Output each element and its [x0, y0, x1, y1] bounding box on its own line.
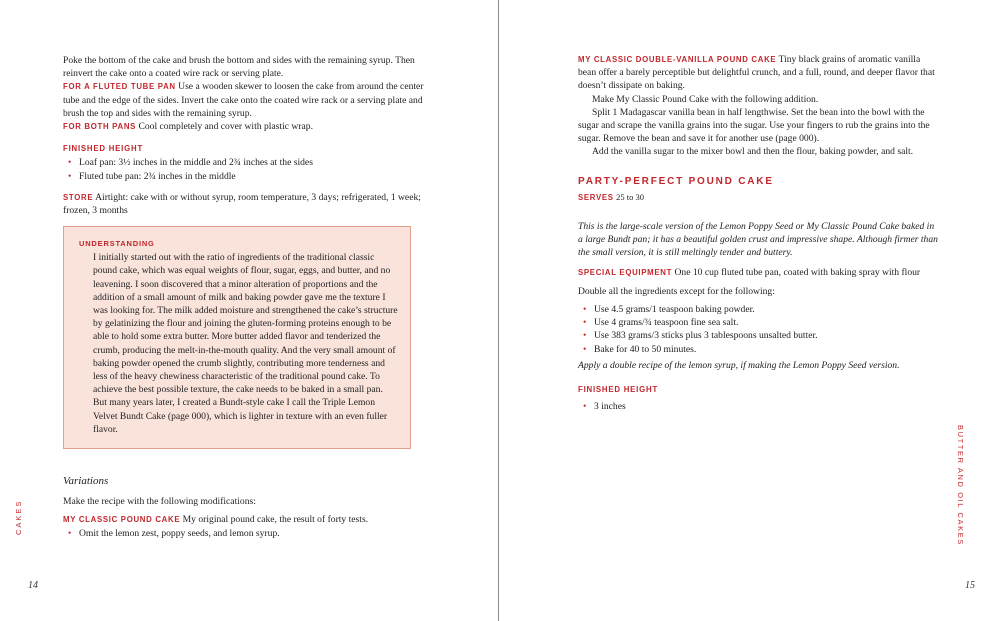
right-content — [578, 53, 938, 413]
fluted-pan-paragraph — [63, 80, 431, 120]
list-item: • Use 4 grams/¾ teaspoon fine sea salt. — [578, 316, 938, 329]
classic-pound-cake-paragraph — [63, 513, 431, 526]
both-pans-text: Cool completely and cover with plastic wrap. — [138, 121, 313, 133]
double-ingredients-list — [578, 303, 938, 356]
list-item: • Omit the lemon zest, poppy seeds, and lemon syrup. — [63, 527, 431, 540]
party-perfect-title: PARTY-PERFECT POUND CAKE — [578, 175, 774, 187]
fluted-pan-label: FOR A FLUTED TUBE PAN — [63, 82, 176, 92]
serves-value: 25 to 30 — [616, 191, 644, 202]
variations-title: Variations — [63, 475, 109, 487]
serves-line — [578, 191, 938, 204]
store-label: STORE — [63, 192, 94, 202]
variations-intro: Make the recipe with the following modifications: — [63, 496, 256, 508]
special-equipment-paragraph — [578, 266, 938, 279]
side-label-cakes: CAKES — [14, 499, 23, 535]
both-pans-label: FOR BOTH PANS — [63, 122, 137, 132]
left-page — [0, 0, 498, 621]
page-number-right: 15 — [965, 580, 975, 591]
classic-pound-cake-label: MY CLASSIC POUND CAKE — [63, 515, 181, 525]
double-vanilla-step-2: Split 1 Madagascar vanilla bean in half lengthwise. Set the bean into the bowl with the sugar and scrape the vanilla grains into the sugar. Use your fingers to rub the grains into the sugar. Remove the bean and save it for another use (page 000). — [578, 106, 930, 145]
page-number-left: 14 — [28, 580, 38, 591]
left-top-section — [63, 54, 431, 217]
list-item: • Use 4.5 grams/1 teaspoon baking powder. — [578, 303, 938, 316]
list-item: • 3 inches — [578, 400, 938, 413]
classic-pound-cake-list — [63, 527, 431, 540]
classic-pound-cake-text: My original pound cake, the result of forty tests. — [182, 514, 369, 526]
right-page — [502, 0, 1000, 621]
side-label-butter-and-oil-cakes: BUTTER AND OIL CAKES — [956, 425, 965, 546]
understanding-box — [63, 226, 411, 449]
finished-height-list — [63, 156, 431, 182]
finished-height-list-right — [578, 400, 938, 413]
party-intro: This is the large-scale version of the Lemon Poppy Seed or My Classic Pound Cake baked in a large Bundt pan; it has a beautiful golden crust and impressive shape. Although firmer than the small version, it is still meltingly tender and buttery. — [578, 221, 938, 259]
finished-height-heading-right: FINISHED HEIGHT — [578, 385, 659, 395]
list-item: • Use 383 grams/3 sticks plus 3 tablespoons unsalted butter. — [578, 329, 938, 342]
lemon-syrup-note: Apply a double recipe of the lemon syrup, if making the Lemon Poppy Seed version. — [578, 359, 900, 371]
special-equipment-text: One 10 cup fluted tube pan, coated with baking spray with flour — [674, 266, 921, 278]
both-pans-paragraph — [63, 120, 431, 133]
store-text: Airtight: cake with or without syrup, room temperature, 3 days; refrigerated, 1 week; frozen, 3 months — [63, 191, 421, 217]
understanding-heading: UNDERSTANDING — [79, 239, 155, 248]
list-item: • Bake for 40 to 50 minutes. — [578, 343, 938, 356]
fluted-pan-text: Use a wooden skewer to loosen the cake from around the center tube and the edge of the sides. Invert the cake onto the coated wire rack or a serving plate and brush the top and sides with the remaining syrup. — [63, 81, 424, 119]
double-vanilla-label: MY CLASSIC DOUBLE-VANILLA POUND CAKE — [578, 55, 777, 64]
double-vanilla-paragraph — [578, 53, 938, 93]
finished-height-heading: FINISHED HEIGHT — [63, 144, 144, 154]
serves-label: SERVES — [578, 192, 614, 202]
double-vanilla-step-1: Make My Classic Pound Cake with the following addition. — [592, 93, 819, 105]
special-equipment-label: SPECIAL EQUIPMENT — [578, 267, 673, 277]
variations-section — [63, 475, 431, 540]
cooling-paragraph: Poke the bottom of the cake and brush the bottom and sides with the remaining syrup. Then reinvert the cake onto a coated wire rack or serving plate. — [63, 55, 415, 80]
double-vanilla-step-3: Add the vanilla sugar to the mixer bowl and then the flour, baking powder, and salt. — [592, 146, 914, 158]
double-vanilla-text: Tiny black grains of aromatic vanilla bean offer a barely perceptible but delightful crunch, and a full, round, and deeper flavor that doesn’t dissipate on baking. — [578, 54, 935, 92]
understanding-text: I initially started out with the ratio of ingredients of the traditional classic pound cake, which was equal weights of flour, sugar, eggs, and butter, and no leavening. I soon discovered that a minor alteration of proportions and the addition of a small amount of milk and baking powder gave me the texture I was looking for. The milk added moisture and strengthened the cake’s structure by gelatinizing the flour and joining the gluten-forming proteins enough to be able to hold some extra butter. More butter added flavor and tenderized the crumb, producing the melt-in-the-mouth quality. And the very small amount of baking powder opened the crumb slightly, contributing more tenderness and less of the heavy chewiness characteristic of the traditional pound cake. To achieve the best possible texture, the cake needs to be baked in a small pan. But many years later, I created a Bundt-style cake I call the Triple Lemon Velvet Bundt Cake (page 000), which is lighter in texture with an even fuller flavor. — [93, 252, 398, 435]
list-item: • Loaf pan: 3½ inches in the middle and 2¾ inches at the sides — [63, 156, 431, 169]
double-ingredients-text: Double all the ingredients except for the following: — [578, 285, 775, 297]
list-item: • Fluted tube pan: 2¾ inches in the middle — [63, 170, 431, 183]
store-paragraph — [63, 191, 431, 217]
